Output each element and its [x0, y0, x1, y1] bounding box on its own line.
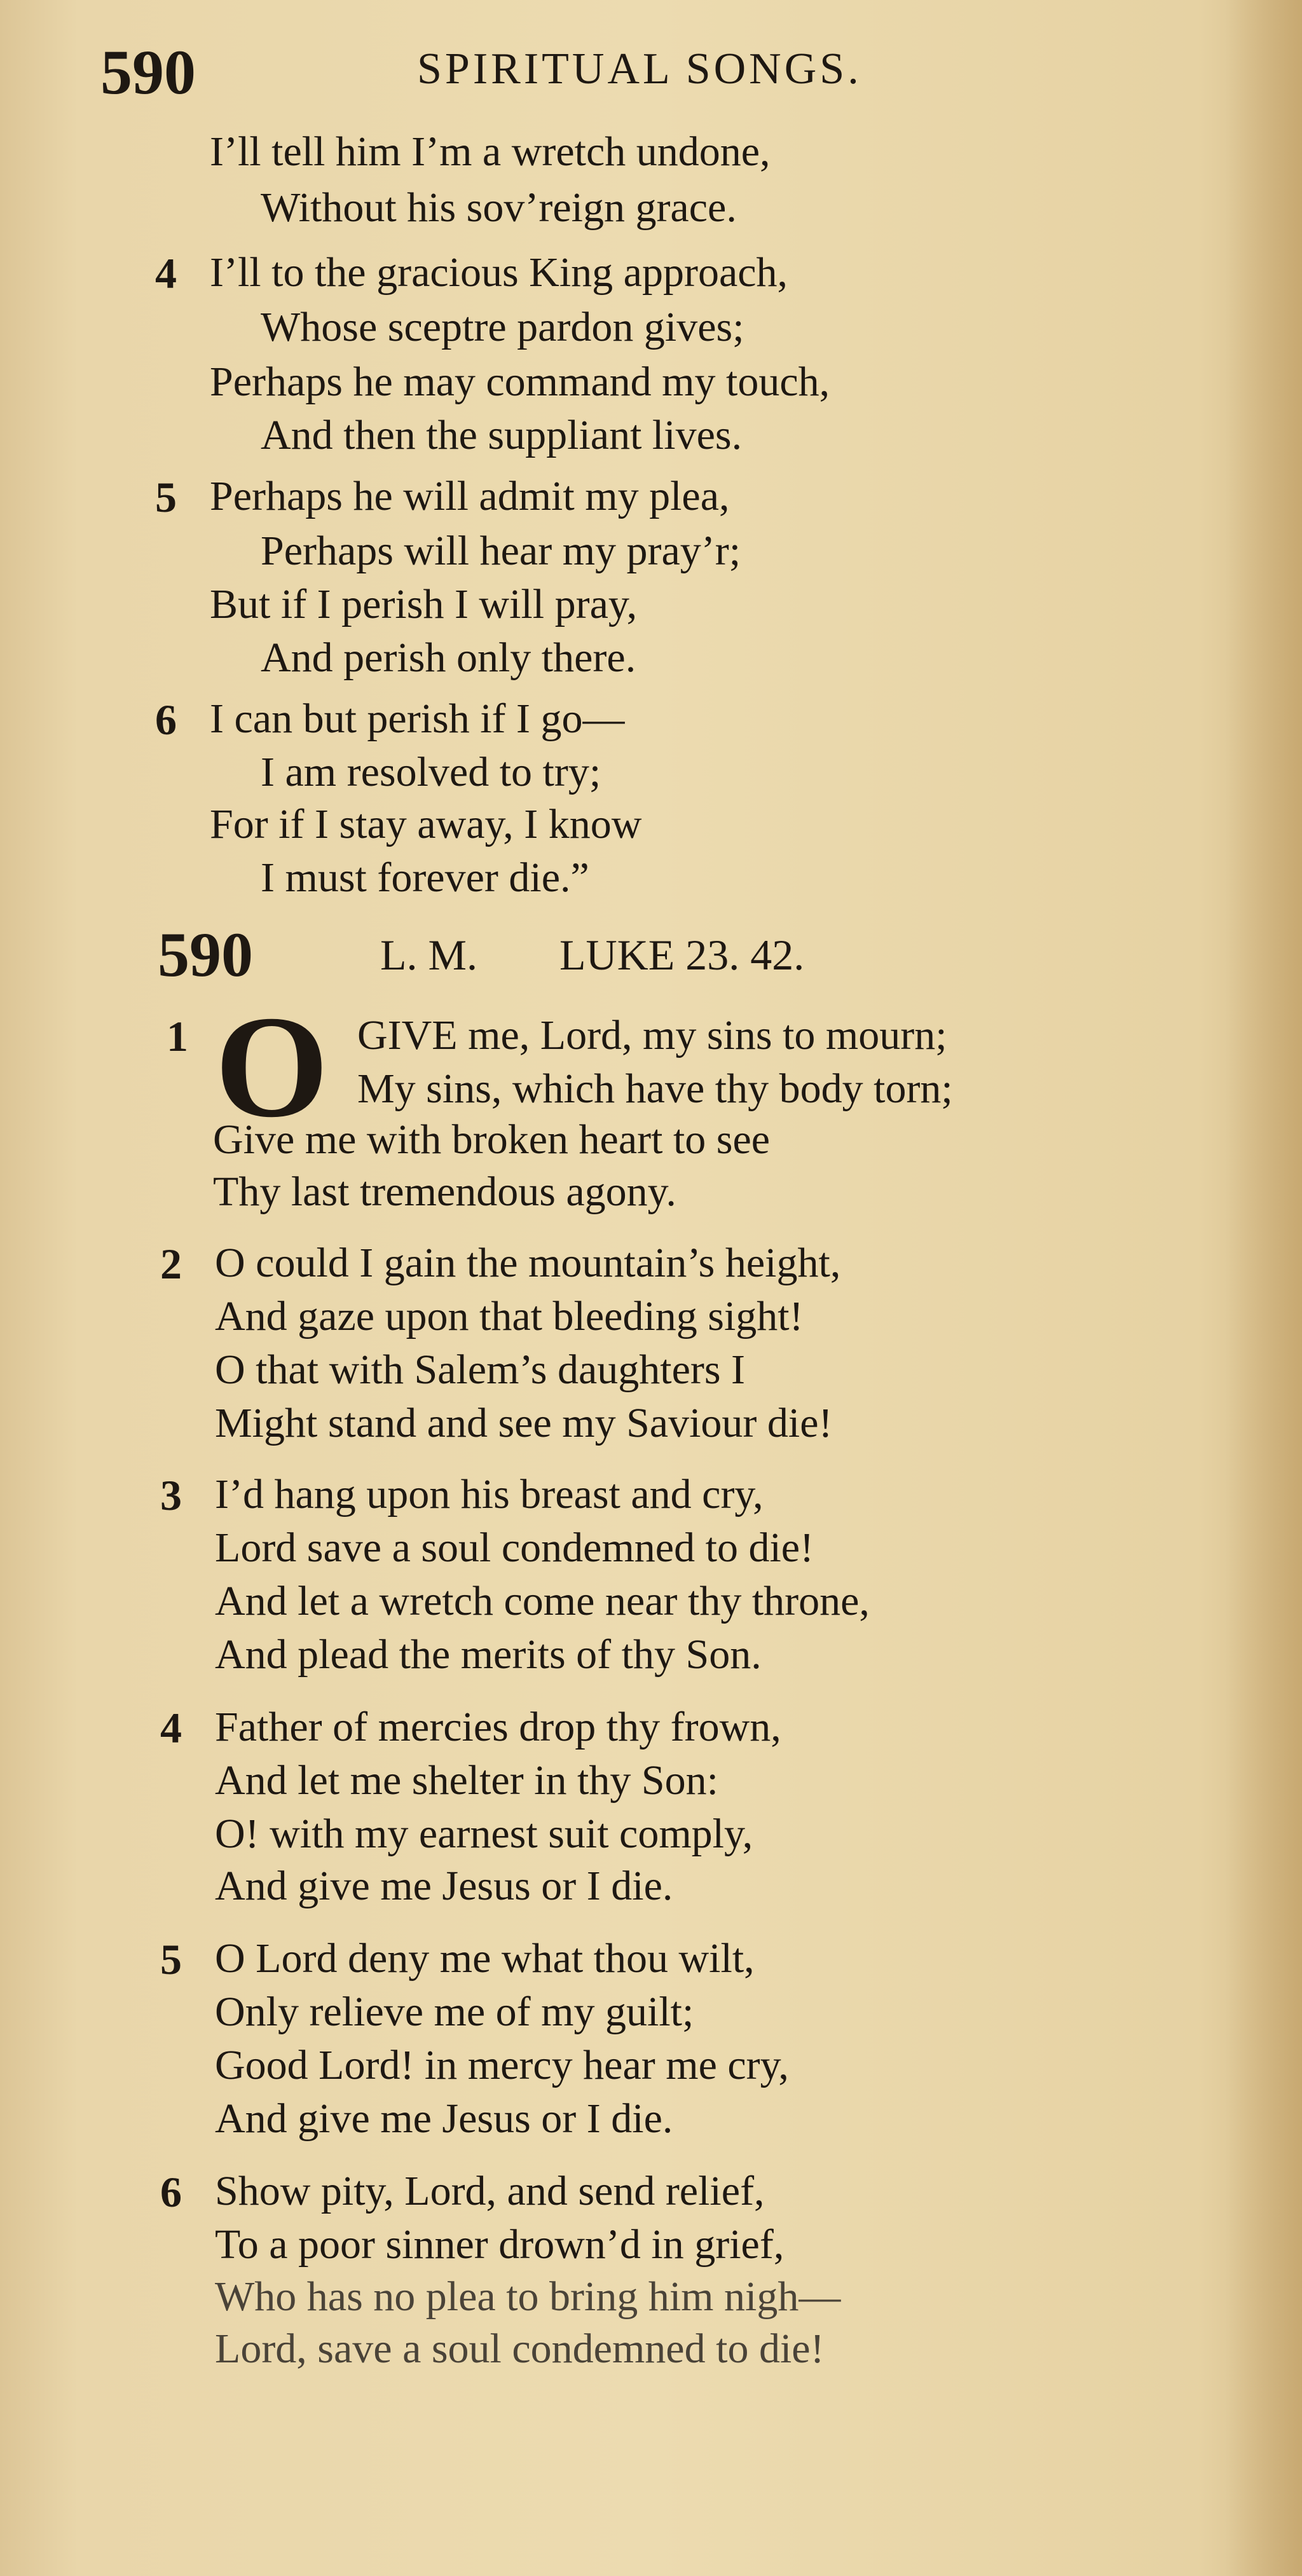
verse-line: And give me Jesus or I die. — [215, 1863, 673, 1909]
verse-line: O that with Salem’s daughters I — [215, 1346, 746, 1393]
verse-line: And perish only there. — [261, 634, 636, 681]
verse-number: 5 — [160, 1935, 182, 1983]
verse-line: And then the suppliant lives. — [261, 412, 743, 458]
verse-line: O! with my earnest suit comply, — [215, 1811, 753, 1857]
verse-line: To a poor sinner drown’d in grief, — [215, 2221, 785, 2268]
verse-line: Perhaps he may command my touch, — [210, 359, 830, 405]
verse-line: I must forever die.” — [261, 854, 589, 901]
verse-line: Whose sceptre pardon gives; — [261, 304, 744, 350]
verse-line: I can but perish if I go— — [210, 695, 625, 742]
verse-line: And let a wretch come near thy throne, — [215, 1578, 870, 1624]
running-title: SPIRITUAL SONGS. — [417, 45, 862, 93]
verse-line: Lord save a soul condemned to die! — [215, 1524, 814, 1571]
verse-number: 2 — [160, 1240, 182, 1288]
verse-line: Might stand and see my Saviour die! — [215, 1400, 833, 1446]
verse-number: 4 — [155, 249, 177, 298]
verse-line: Perhaps he will admit my plea, — [210, 473, 730, 519]
verse-line: Give me with broken heart to see — [213, 1116, 771, 1163]
verse-line: I am resolved to try; — [261, 749, 601, 795]
drop-cap: O — [215, 985, 329, 1148]
verse-line: And give me Jesus or I die. — [215, 2095, 673, 2142]
verse-line: Who has no plea to bring him nigh— — [215, 2273, 841, 2320]
verse-line: But if I perish I will pray, — [210, 581, 638, 627]
verse-line: Without his sov’reign grace. — [261, 184, 737, 231]
verse-line: Lord, save a soul condemned to die! — [215, 2326, 825, 2372]
verse-line: Good Lord! in mercy hear me cry, — [215, 2042, 789, 2088]
verse-line: I’ll tell him I’m a wretch undone, — [210, 128, 771, 175]
verse-line: My sins, which have thy body torn; — [357, 1065, 953, 1112]
verse-line: Father of mercies drop thy frown, — [215, 1704, 781, 1750]
verse-line: For if I stay away, I know — [210, 801, 642, 847]
verse-line: GIVE me, Lord, my sins to mourn; — [357, 1012, 947, 1058]
page-edge-shadow — [1226, 0, 1302, 2576]
verse-number: 6 — [155, 695, 177, 744]
verse-line: Show pity, Lord, and send relief, — [215, 2168, 765, 2214]
verse-line: Perhaps will hear my pray’r; — [261, 528, 741, 574]
page-number: 590 — [100, 37, 196, 107]
verse-number: 5 — [155, 473, 177, 521]
verse-number: 1 — [167, 1012, 188, 1060]
hymn-number: 590 — [158, 919, 253, 990]
hymn-meter: L. M. — [380, 931, 477, 979]
verse-line: O could I gain the mountain’s height, — [215, 1240, 841, 1286]
verse-line: And gaze upon that bleeding sight! — [215, 1293, 804, 1339]
verse-line: O Lord deny me what thou wilt, — [215, 1935, 755, 1982]
scripture-reference: LUKE 23. 42. — [559, 931, 805, 979]
verse-line: Only relieve me of my guilt; — [215, 1989, 694, 2035]
verse-line: And plead the merits of thy Son. — [215, 1631, 762, 1678]
verse-line: And let me shelter in thy Son: — [215, 1757, 718, 1804]
verse-number: 4 — [160, 1704, 182, 1752]
verse-number: 3 — [160, 1471, 182, 1519]
verse-line: I’d hang upon his breast and cry, — [215, 1471, 764, 1518]
verse-number: 6 — [160, 2168, 182, 2216]
verse-line: Thy last tremendous agony. — [213, 1168, 676, 1215]
verse-line: I’ll to the gracious King approach, — [210, 249, 788, 296]
